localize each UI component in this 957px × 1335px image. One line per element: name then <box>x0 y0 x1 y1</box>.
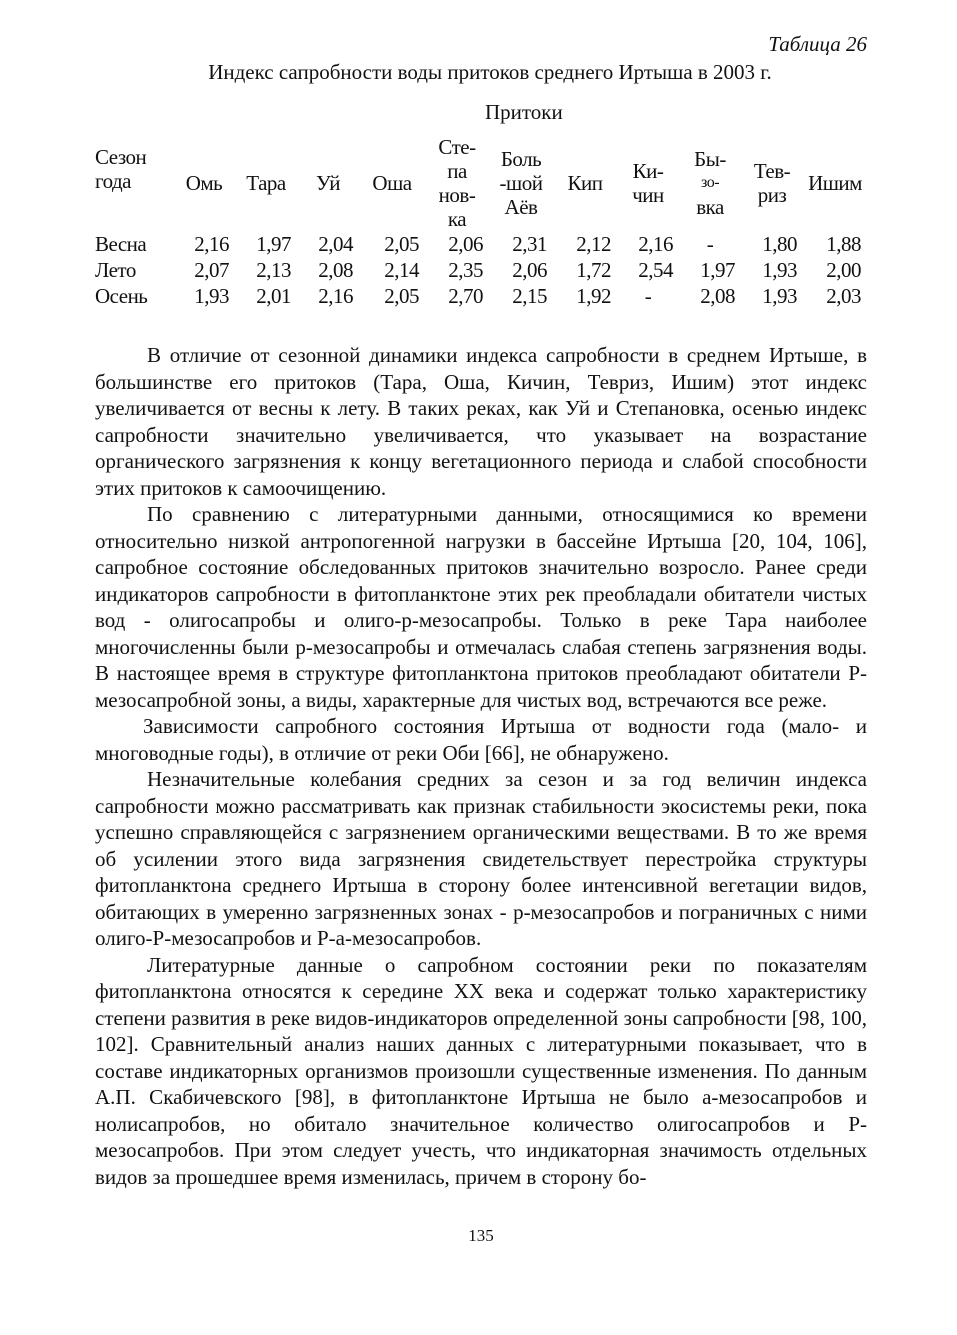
table-cell: 2,05 <box>384 232 419 256</box>
table-row-spring <box>95 231 867 257</box>
column-header-om: Омь <box>185 171 223 195</box>
table-cell: 2,35 <box>448 258 483 282</box>
table-cell: 2,31 <box>512 232 547 256</box>
table-cell: 1,72 <box>576 258 611 282</box>
column-header-byzovka: Бы- зо- вка <box>694 147 726 219</box>
column-header-stepanovka: Сте- па нов- ка <box>438 135 476 231</box>
table-header-row <box>95 135 867 231</box>
table-cell: 2,54 <box>638 258 673 282</box>
table-cell: 2,16 <box>318 284 353 308</box>
table-cell: 1,97 <box>700 258 735 282</box>
row-label: Лето <box>95 258 136 282</box>
table-cell: 1,80 <box>762 232 797 256</box>
table-cell: 2,03 <box>826 284 861 308</box>
table-cell: 2,16 <box>194 232 229 256</box>
column-header-kip: Кип <box>567 171 603 195</box>
column-header-bolshoy-ayov: Боль -шой Аёв <box>499 147 543 219</box>
table-cell: 2,06 <box>448 232 483 256</box>
table-cell: 1,93 <box>762 284 797 308</box>
table-row-autumn <box>95 283 867 309</box>
saprobity-table <box>95 135 867 309</box>
table-cell: 2,00 <box>826 258 861 282</box>
row-label: Весна <box>95 232 147 256</box>
table-cell: 2,04 <box>318 232 353 256</box>
table-cell: 2,15 <box>512 284 547 308</box>
table-cell: 2,08 <box>318 258 353 282</box>
table-cell: 2,06 <box>512 258 547 282</box>
table-cell: 2,16 <box>638 232 673 256</box>
paragraph: Зависимости сапробного состояния Иртыша от водности года (мало- и многоводные годы), в отличие от реки Оби [66], не обнаружено. <box>95 714 867 765</box>
table-cell: 2,08 <box>700 284 735 308</box>
paragraph: Незначительные колебания средних за сезон и за год величин индекса сапробности можно рассматривать как признак стабильности экосистемы реки, пока успешно справляющейся с загрязнением органическими веществами. В то же время об усилении этого вида загрязнения свидетельствует перестройка структуры фитопланктона среднего Иртыша в сторону более интенсивной вегетации видов, обитающих в умеренно загрязненных зонах - р-мезосапробов и пограничных с ними олиго-Р-мезосапробов и Р-а-мезосапробов. <box>95 767 867 950</box>
table-number: Таблица 26 <box>768 32 867 56</box>
row-label: Осень <box>95 284 148 308</box>
column-header-tevriz: Тев- риз <box>753 159 791 207</box>
table-cell: 1,93 <box>194 284 229 308</box>
column-header-kichin: Ки- чин <box>632 159 664 207</box>
table-cell: 2,07 <box>194 258 229 282</box>
column-header-ishim: Ишим <box>808 171 862 195</box>
page-number: 135 <box>468 1226 494 1245</box>
table-row-summer <box>95 257 867 283</box>
table-cell: - <box>706 232 714 256</box>
table-cell: - <box>644 284 652 308</box>
table-title: Индекс сапробности воды притоков среднего Иртыша в 2003 г. <box>208 60 772 84</box>
table-cell: 2,01 <box>256 284 291 308</box>
table-cell: 2,14 <box>384 258 419 282</box>
column-header-tara: Тара <box>246 171 286 195</box>
season-column-header: Сезон года <box>95 145 147 193</box>
table-cell: 1,93 <box>762 258 797 282</box>
table-cell: 2,12 <box>576 232 611 256</box>
column-header-uy: Уй <box>315 171 341 195</box>
table-cell: 1,92 <box>576 284 611 308</box>
column-header-osha: Оша <box>372 171 412 195</box>
paragraph: В отличие от сезонной динамики индекса сапробности в среднем Иртыше, в большинстве его притоков (Тара, Оша, Кичин, Тевриз, Ишим) этот индекс увеличивается от весны к лету. В таких реках, как Уй и Степановка, осенью индекс сапробности значительно увеличивается, что указывает на возрастание органического загрязнения к концу вегетационного периода и слабой способности этих притоков к самоочищению. <box>95 343 867 500</box>
table-cell: 2,05 <box>384 284 419 308</box>
body-text <box>95 342 867 1190</box>
group-header: Притоки <box>485 100 563 124</box>
table-cell: 2,70 <box>448 284 483 308</box>
table-cell: 2,13 <box>256 258 291 282</box>
paragraph: Литературные данные о сапробном состоянии реки по показателям фитопланктона относятся к середине XX века и содержат только характеристику степени развития в реке видов-индикаторов определенной зоны сапробности [98, 100, 102]. Сравнительный анализ наших данных с литературными показывает, что в составе индикаторных организмов произошли существенные изменения. По данным А.П. Скабичевского [98], в фитопланктоне Иртыша не было а-мезосапробов и нолисапробов, но обитало значительное количество олигосапробов и Р-мезосапробов. При этом следует учесть, что индикаторная значимость отдельных видов за прошедшее время изменилась, причем в сторону бо- <box>95 952 867 1189</box>
paragraph: По сравнению с литературными данными, относящимися ко времени относительно низкой антропогенной нагрузки в бассейне Иртыша [20, 104, 106], сапробное состояние обследованных притоков значительно возросло. Ранее среди индикаторов сапробности в фитопланктоне этих рек преобладали обитатели чистых вод - олигосапробы и олиго-р-мезосапробы. Только в реке Тара наиболее многочисленны были р-мезосапробы и отмечалась слабая степень загрязнения воды. В настоящее время в структуре фитопланктона притоков преобладают обитатели Р-мезосапробной зоны, а виды, характерные для чистых вод, встречаются все реже. <box>95 502 867 712</box>
table-cell: 1,97 <box>256 232 291 256</box>
table-cell: 1,88 <box>826 232 861 256</box>
